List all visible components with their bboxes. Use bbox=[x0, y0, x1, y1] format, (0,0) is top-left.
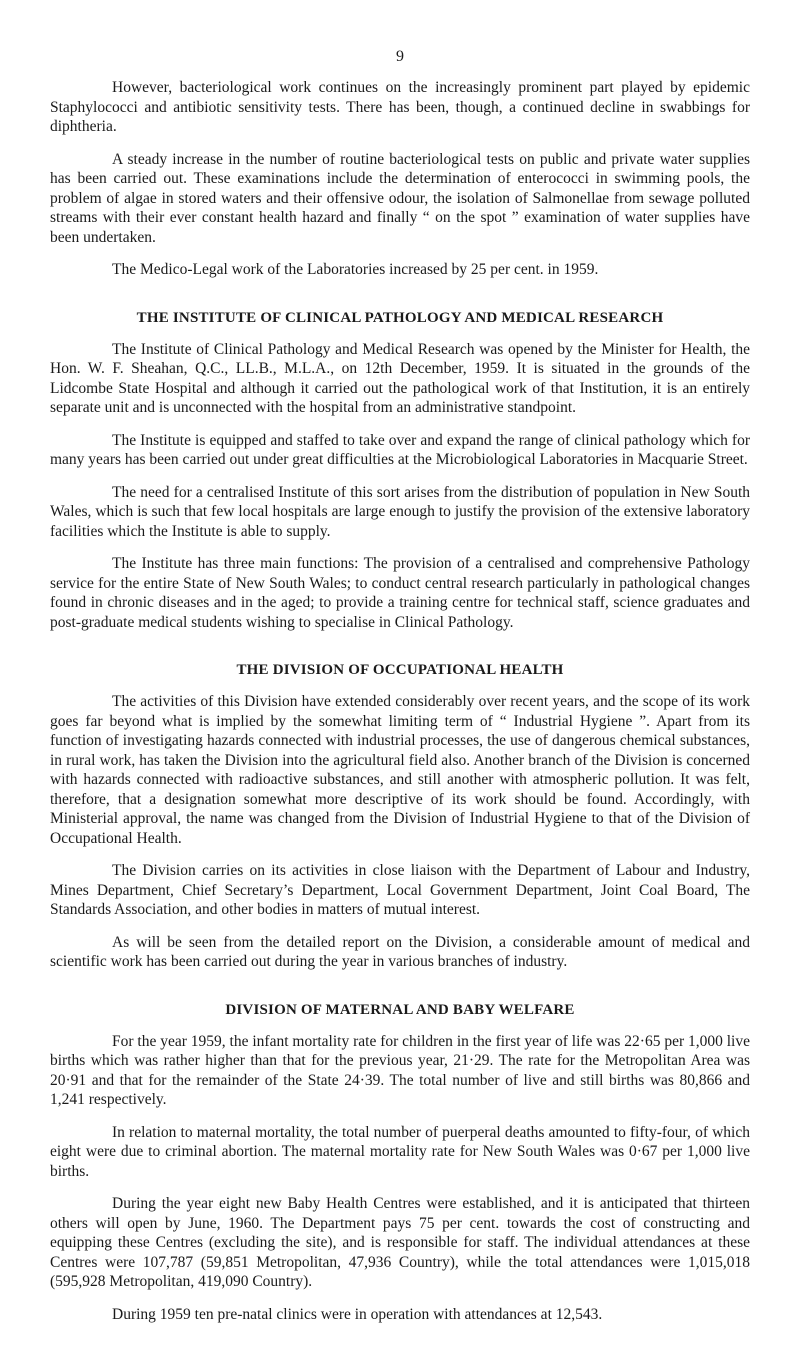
section-paragraph: As will be seen from the detailed report on the Division, a considerable amount of medical and scientific work has been carried out during the year in various branches of industry. bbox=[50, 933, 750, 970]
section-maternal-baby-welfare bbox=[50, 1002, 750, 1325]
section-paragraph: The need for a centralised Institute of this sort arises from the distribution of population in New South Wales, which is such that few local hospitals are large enough to justify the provision of the extensive laboratory facilities which the Institute is able to supply. bbox=[50, 483, 750, 540]
section-institute-clinical-pathology bbox=[50, 310, 750, 633]
intro-paragraph: However, bacteriological work continues on the increasingly prominent part played by epidemic Staphylococci and antibiotic sensitivity tests. There has been, though, a continued decline in swabbings for diphtheria. bbox=[50, 79, 750, 135]
section-paragraph: The activities of this Division have extended considerably over recent years, and the scope of its work goes far beyond what is implied by the somewhat limiting term of “ Industrial Hygiene ”. Apart from its function of investigating hazards connected with industrial processes, the use of dangerous chemical substances, in rural work, has taken the Division into the agricultural field also. Another branch of the Division is concerned with hazards connected with radioactive substances, and still another with atmospheric pollution. It was felt, therefore, that a designation somewhat more descriptive of its work should be found. Accordingly, with Ministerial approval, the name was changed from the Division of Industrial Hygiene to that of the Division of Occupational Health. bbox=[50, 693, 750, 847]
section-paragraph: During the year eight new Baby Health Centres were established, and it is anticipated that thirteen others will open by June, 1960. The Department pays 75 per cent. towards the cost of constructing and equipping these Centres (excluding the site), and is responsible for staff. The individual attendances at these Centres were 107,787 (59,851 Metropolitan, 47,936 Country), while the total attendances were 1,015,018 (595,928 Metropolitan, 419,090 Country). bbox=[50, 1195, 750, 1290]
intro-paragraph: A steady increase in the number of routine bacteriological tests on public and private water supplies has been carried out. These examinations include the determination of enterococci in swimming pools, the problem of algae in stored waters and their offensive odour, the isolation of Salmonellae from sewage polluted streams with their ever constant health hazard and finally “ on the spot ” examination of water supplies have been undertaken. bbox=[50, 150, 750, 246]
section-paragraph: The Division carries on its activities in close liaison with the Department of Labour and Industry, Mines Department, Chief Secretary’s Department, Local Government Department, Joint Coal Board, The Standards Association, and other bodies in matters of mutual interest. bbox=[50, 862, 750, 918]
intro-paragraph: The Medico-Legal work of the Laboratories increased by 25 per cent. in 1959. bbox=[112, 261, 599, 278]
section-paragraph: During 1959 ten pre-natal clinics were in operation with attendances at 12,543. bbox=[112, 1305, 603, 1323]
section-heading: THE DIVISION OF OCCUPATIONAL HEALTH bbox=[236, 662, 564, 678]
section-occupational-health bbox=[50, 662, 750, 972]
section-paragraph: The Institute of Clinical Pathology and Medical Research was opened by the Minister for Health, the Hon. W. F. Sheahan, Q.C., LL.B., M.L.A., on 12th December, 1959. It is situated in the grounds of the Lidcombe State Hospital and although it carried out the pathological work of that Institution, it is an entirely separate unit and is unconnected with the hospital from an administrative standpoint. bbox=[50, 340, 750, 416]
section-heading: DIVISION OF MATERNAL AND BABY WELFARE bbox=[225, 1001, 575, 1018]
page-content bbox=[50, 78, 750, 1337]
section-heading: THE INSTITUTE OF CLINICAL PATHOLOGY AND MEDICAL RESEARCH bbox=[136, 309, 664, 326]
section-paragraph: The Institute has three main functions: The provision of a centralised and comprehensive Pathology service for the entire State of New South Wales; to conduct central research particularly in pathological changes found in chronic diseases and in the aged; to provide a training centre for technical staff, science graduates and post-graduate medical students wishing to specialise in Clinical Pathology. bbox=[50, 555, 750, 631]
section-paragraph: In relation to maternal mortality, the total number of puerperal deaths amounted to fifty-four, of which eight were due to criminal abortion. The maternal mortality rate for New South Wales was 0·67 per 1,000 live births. bbox=[50, 1123, 750, 1180]
page-number: 9 bbox=[396, 48, 404, 65]
section-paragraph: For the year 1959, the infant mortality rate for children in the first year of life was 22·65 per 1,000 live births which was rather higher than that for the previous year, 21·29. The rate for the Metropolitan Area was 20·91 and that for the remainder of the State 24·39. The total number of live and still births was 80,866 and 1,241 respectively. bbox=[50, 1032, 750, 1108]
section-paragraph: The Institute is equipped and staffed to take over and expand the range of clinical pathology which for many years has been carried out under great difficulties at the Microbiological Laboratories in Macquarie Street. bbox=[50, 431, 750, 468]
